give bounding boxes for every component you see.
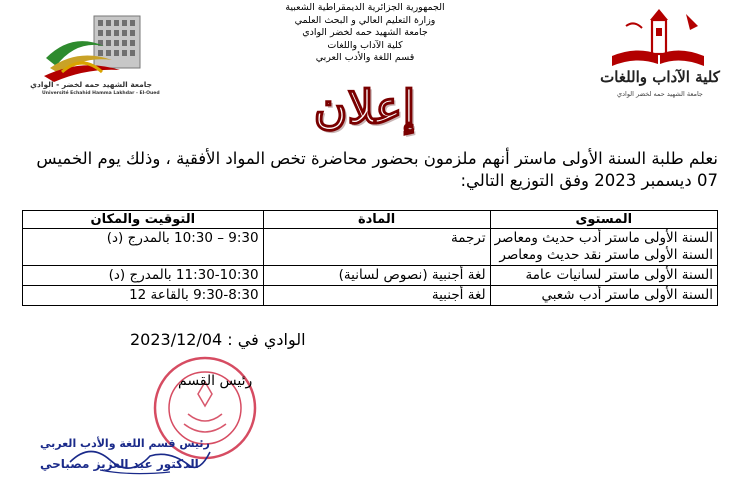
row-subject: لغة أجنبية (نصوص لسانية) <box>263 266 490 286</box>
row-time-place: 11:30-10:30 بالمدرج (د) <box>23 266 264 286</box>
header-line-department: قسم اللغة والأدب العربي <box>315 52 415 64</box>
header-line-republic: الجمهورية الجزائرية الديمقراطية الشعبية <box>285 2 445 13</box>
row-level <box>490 266 717 286</box>
table-header-row <box>23 211 718 229</box>
header-line-ministry: وزارة التعليم العالي و البحث العلمي <box>294 14 436 26</box>
university-logo-latin: Université Echahid Hamma Lakhdar - El-Oued <box>42 91 160 96</box>
header-line-university: جامعة الشهيد حمه لخضر الوادي <box>302 27 428 39</box>
announcement-text: نعلم طلبة السنة الأولى ماستر أنهم ملزمون بحضور محاضرة تخص المواد الأفقية ، وذلك يوم الخميس 07 ديسمبر 2023 وفق التوزيع التالي: <box>36 149 718 190</box>
announcement-title: إعلان <box>313 80 416 134</box>
table-row <box>23 286 718 306</box>
row-subject: ترجمة <box>263 229 490 266</box>
row-level <box>490 286 717 306</box>
date-line: الوادي في : 2023/12/04 <box>130 330 306 349</box>
row-time-place: 9:30 – 10:30 بالمدرج (د) <box>23 229 264 266</box>
faculty-logo-text: كلية الآداب واللغات <box>600 68 720 86</box>
table-row <box>23 266 718 286</box>
institution-header <box>240 2 490 65</box>
header-subject: المادة <box>263 211 490 229</box>
signature-name: الدكتور عبد العزيز مصباحي <box>40 457 199 471</box>
header-line-faculty: كلية الآداب واللغات <box>327 39 403 51</box>
department-head-label: رئيس القسم <box>178 373 253 389</box>
row-time-place: 9:30-8:30 بالقاعة 12 <box>23 286 264 306</box>
row-level <box>490 229 717 266</box>
level-line: السنة الأولى ماستر أدب حديث ومعاصر <box>494 230 713 246</box>
table-row <box>23 229 718 266</box>
header-time-place: التوقيت والمكان <box>23 211 264 229</box>
row-subject: لغة أجنبية <box>263 286 490 306</box>
signature-department: رئيس قسم اللغة والأدب العربي <box>40 437 210 450</box>
level-line: السنة الأولى ماستر لسانيات عامة <box>525 267 713 283</box>
level-line: السنة الأولى ماستر أدب شعبي <box>541 287 713 303</box>
schedule-table <box>22 210 718 306</box>
university-logo-arabic: جامعة الشهيد حمه لخضر - الوادي <box>30 80 152 89</box>
faculty-logo-subtext: جامعة الشهيد حمه لخضر الوادي <box>617 90 703 98</box>
header-level: المستوى <box>490 211 717 229</box>
level-line: السنة الأولى ماستر نقد حديث ومعاصر <box>499 247 713 263</box>
